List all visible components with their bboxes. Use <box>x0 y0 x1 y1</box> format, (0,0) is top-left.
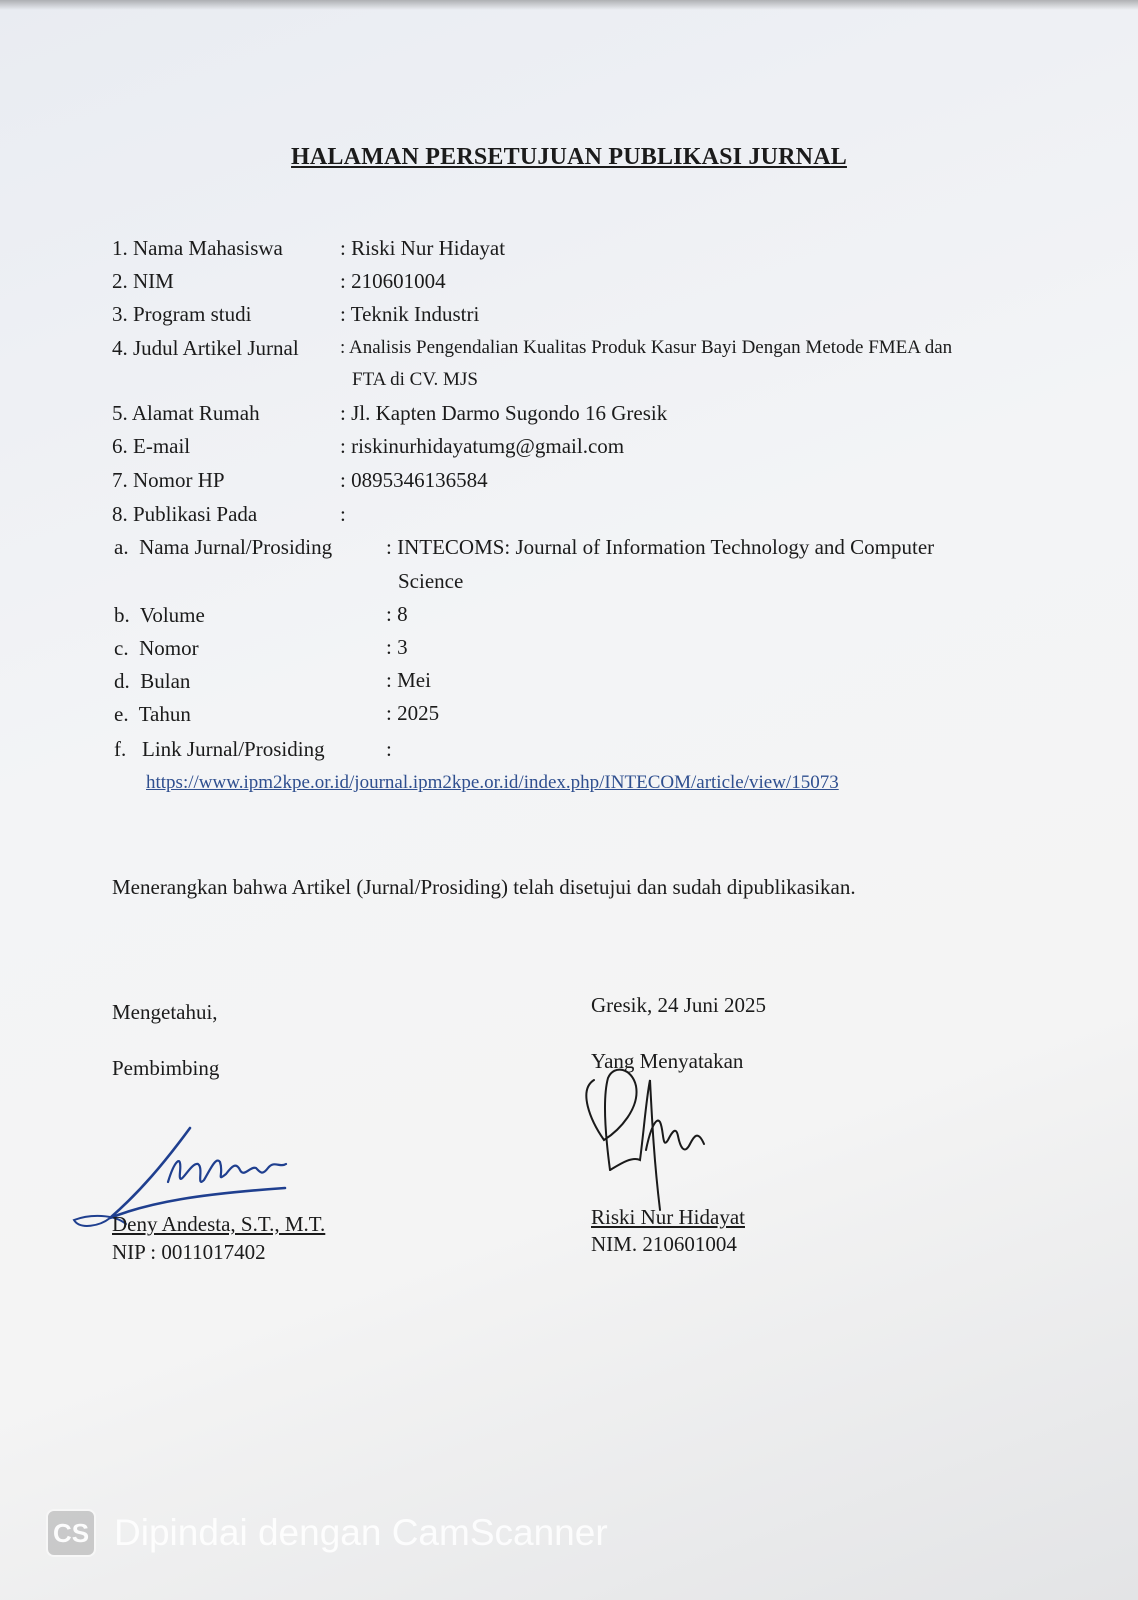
pub-label-journal: a. Nama Jurnal/Prosiding <box>114 535 333 559</box>
field-value-program: : Teknik Industri <box>340 302 480 326</box>
field-value-phone: : 0895346136584 <box>340 468 488 492</box>
declarant-name: Riski Nur Hidayat <box>591 1205 745 1229</box>
pub-value-volume: : 8 <box>386 602 408 626</box>
pub-value-journal: : INTECOMS: Journal of Information Technology and Computer <box>386 535 935 559</box>
field-value-address: : Jl. Kapten Darmo Sugondo 16 Gresik <box>340 401 668 425</box>
place-date: Gresik, 24 Juni 2025 <box>591 993 766 1017</box>
pub-label-volume: b. Volume <box>114 603 205 627</box>
approval-statement: Menerangkan bahwa Artikel (Jurnal/Prosiding) telah disetujui dan sudah dipublikasikan. <box>112 875 856 899</box>
advisor-nip: NIP : 0011017402 <box>112 1240 266 1264</box>
pub-value-journal-cont: Science <box>398 569 464 593</box>
field-value-title: : Analisis Pengendalian Kualitas Produk Kasur Bayi Dengan Metode FMEA dan <box>340 337 953 358</box>
page-top-edge-shadow <box>0 0 1138 10</box>
declarant-nim: NIM. 210601004 <box>591 1232 737 1256</box>
watermark-text: Dipindai dengan CamScanner <box>114 1512 608 1553</box>
journal-article-link[interactable]: https://www.ipm2kpe.or.id/journal.ipm2kpe.or.id/index.php/INTECOM/article/view/15073 <box>146 772 839 793</box>
field-value-title-cont: FTA di CV. MJS <box>352 369 478 390</box>
field-value-name: : Riski Nur Hidayat <box>340 236 506 260</box>
pub-label-year: e. Tahun <box>114 702 191 726</box>
document-title: HALAMAN PERSETUJUAN PUBLIKASI JURNAL <box>291 144 847 170</box>
pub-label-number: c. Nomor <box>114 636 199 660</box>
declarant-role-label: Yang Menyatakan <box>591 1049 744 1073</box>
advisor-role-label: Pembimbing <box>112 1056 220 1080</box>
pub-value-year: : 2025 <box>386 701 440 725</box>
pub-label-link: f. Link Jurnal/Prosiding <box>114 737 325 761</box>
field-value-nim: : 210601004 <box>340 269 446 293</box>
field-label-publication: 8. Publikasi Pada <box>112 502 258 526</box>
field-label-program: 3. Program studi <box>112 302 252 326</box>
acknowledged-label: Mengetahui, <box>112 1000 218 1024</box>
pub-value-link: : <box>386 737 392 761</box>
camscanner-logo-icon: CS <box>46 1509 96 1557</box>
field-label-address: 5. Alamat Rumah <box>112 401 260 425</box>
advisor-name: Deny Andesta, S.T., M.T. <box>112 1212 326 1236</box>
pub-value-number: : 3 <box>386 635 408 659</box>
field-label-name: 1. Nama Mahasiswa <box>112 236 283 260</box>
camscanner-watermark <box>46 1508 608 1558</box>
field-label-email: 6. E-mail <box>112 434 191 458</box>
field-label-nim: 2. NIM <box>112 269 174 293</box>
field-value-publication: : <box>340 502 346 526</box>
field-value-email: : riskinurhidayatumg@gmail.com <box>340 434 625 458</box>
field-label-title: 4. Judul Artikel Jurnal <box>112 336 299 360</box>
pub-value-month: : Mei <box>386 668 431 692</box>
field-label-phone: 7. Nomor HP <box>112 468 225 492</box>
pub-label-month: d. Bulan <box>114 669 191 693</box>
